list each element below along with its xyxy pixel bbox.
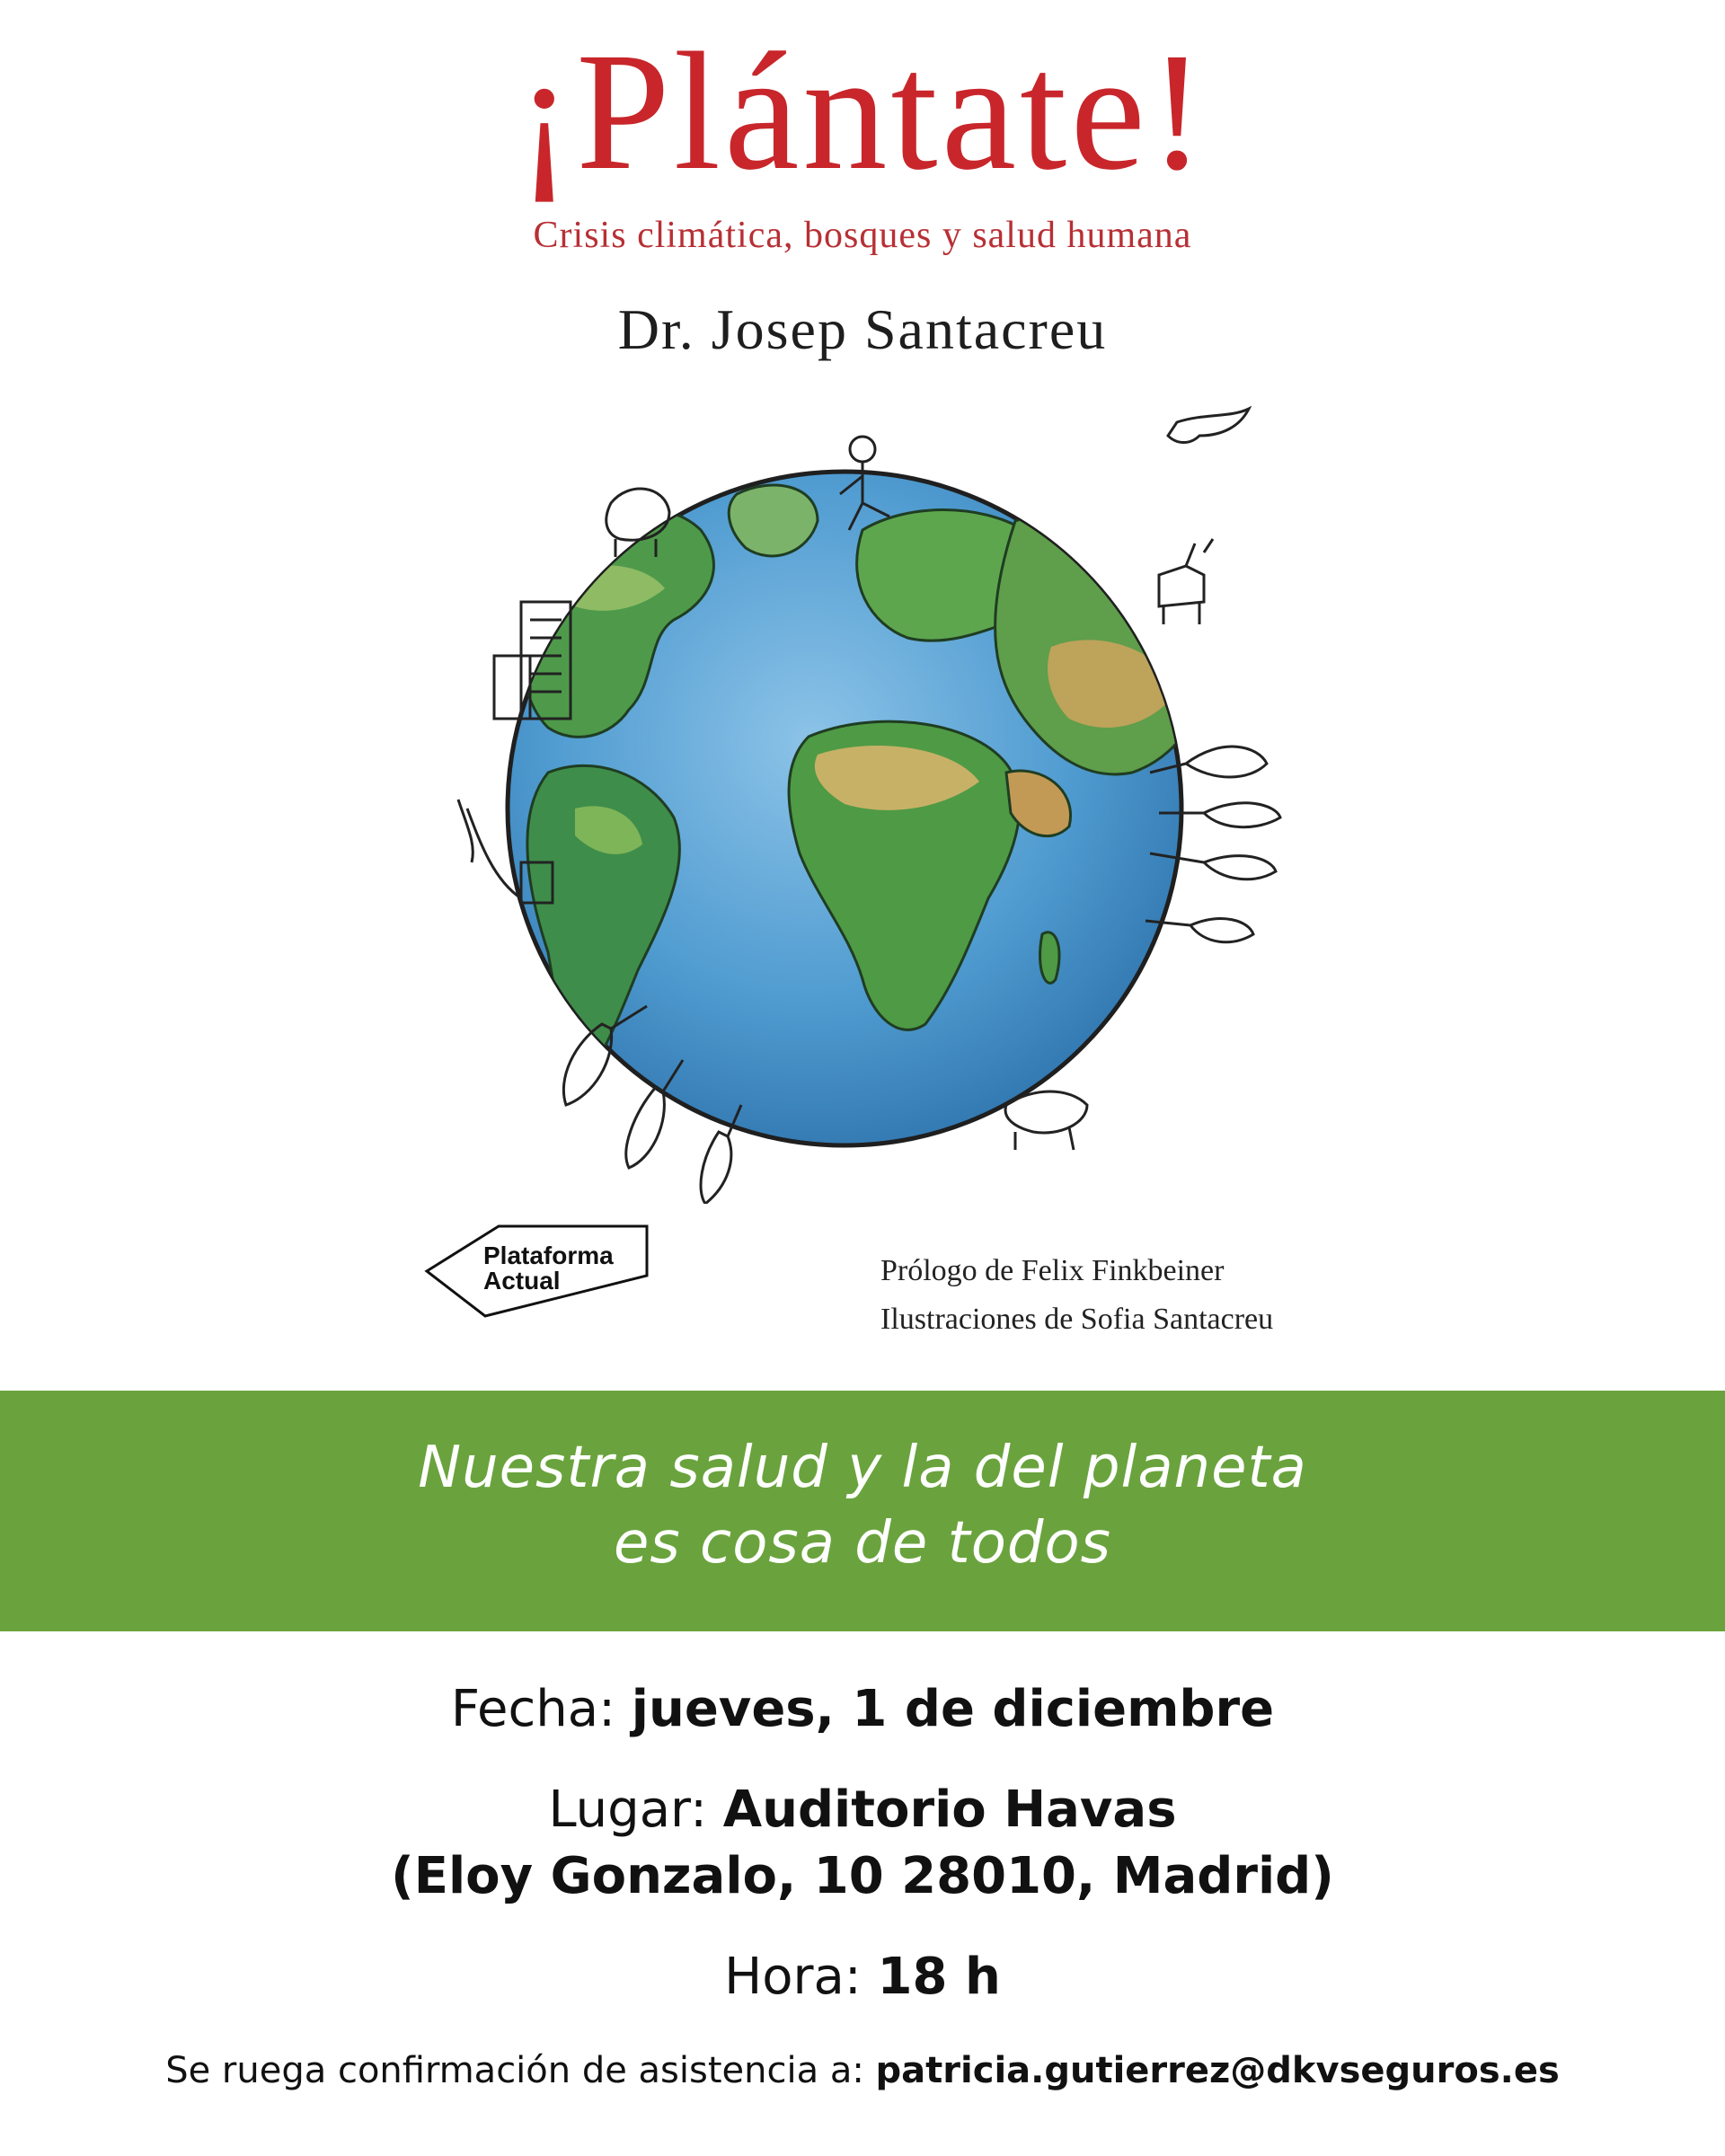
illustrations-credit: Ilustraciones de Sofia Santacreu (880, 1303, 1274, 1336)
publisher-logo (422, 1222, 656, 1321)
rsvp-label: Se ruega confirmación de asistencia a: (165, 2050, 864, 2091)
publisher-name (483, 1243, 614, 1294)
date-value: jueves, 1 de diciembre (631, 1680, 1275, 1738)
book-credits (880, 1247, 1273, 1344)
slogan-line2: es cosa de todos (613, 1510, 1112, 1577)
event-place (0, 1780, 1725, 1839)
address-value: (Eloy Gonzalo, 10 28010, Madrid) (391, 1847, 1334, 1905)
book-subtitle: Crisis climática, bosques y salud humana (533, 215, 1192, 256)
rsvp-line (0, 2050, 1725, 2091)
event-date (0, 1680, 1725, 1738)
date-label: Fecha: (450, 1680, 615, 1738)
publisher-name-line2: Actual (483, 1267, 561, 1294)
place-value: Auditorio Havas (722, 1780, 1177, 1839)
time-label: Hora: (724, 1948, 862, 2006)
slogan-line1: Nuestra salud y la del planeta (418, 1435, 1307, 1501)
slogan-band (0, 1391, 1725, 1631)
book-author: Dr. Josep Santacreu (617, 297, 1108, 361)
rsvp-email[interactable]: patricia.gutierrez@dkvseguros.es (875, 2050, 1560, 2091)
place-label: Lugar: (548, 1780, 707, 1839)
book-title: ¡Plántate! (516, 17, 1209, 205)
event-address (0, 1847, 1725, 1905)
publisher-name-line1: Plataforma (483, 1241, 614, 1269)
globe-illustration (440, 395, 1321, 1204)
event-time (0, 1948, 1725, 2006)
slogan-text (0, 1430, 1725, 1581)
time-value: 18 h (877, 1948, 1001, 2006)
prologue-credit: Prólogo de Felix Finkbeiner (880, 1254, 1225, 1287)
